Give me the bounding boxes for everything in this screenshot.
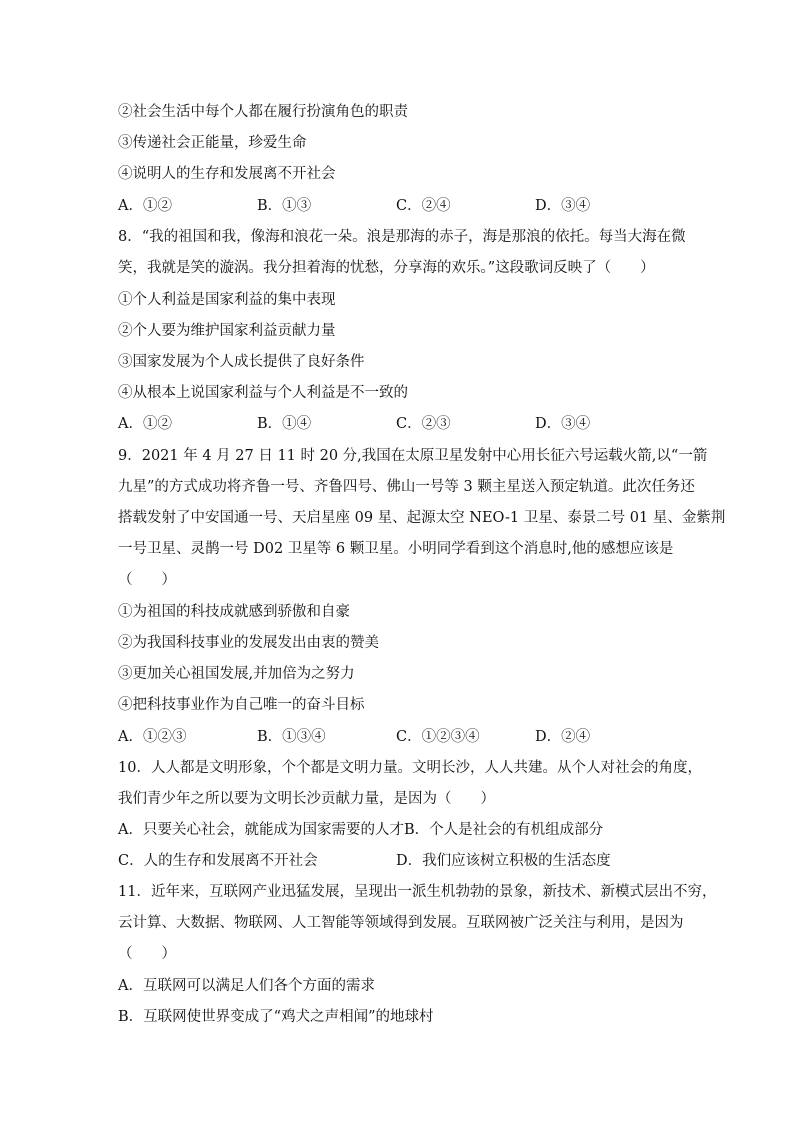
q10-option-c: C．人的生存和发展离不开社会 <box>118 853 318 869</box>
q9-statement-1: ①为祖国的科技成就感到骄傲和自豪 <box>118 604 350 620</box>
q9-stem-line: 九星”的方式成功将齐鲁一号、齐鲁四号、佛山一号等 3 颗主星送入预定轨道。此次任务还 <box>118 479 695 495</box>
q8-option-b: B．①④ <box>257 416 312 432</box>
q7-option-b: B．①③ <box>257 198 312 214</box>
q8-option-d: D．③④ <box>535 416 591 432</box>
q7-statement-4: ④说明人的生存和发展离不开社会 <box>118 166 336 182</box>
q7-option-d: D．③④ <box>535 198 591 214</box>
q10-option-a-b: A．只要关心社会，就能成为国家需要的人才B．个人是社会的有机组成部分 <box>118 822 604 838</box>
q9-stem-line: 一号卫星、灵鹊一号 D02 卫星等 6 颗卫星。小明同学看到这个消息时,他的感想应该是 <box>118 541 674 557</box>
q7-option-c: C．②④ <box>396 198 451 214</box>
q11-option-a: A．互联网可以满足人们各个方面的需求 <box>118 978 375 994</box>
q9-statement-4: ④把科技事业作为自己唯一的奋斗目标 <box>118 697 365 713</box>
q9-option-a: A．①②③ <box>118 729 187 745</box>
q10-stem-line: 10．人人都是文明形象，个个都是文明力量。文明长沙，人人共建。从个人对社会的角度， <box>118 760 702 776</box>
q7-statement-3: ③传递社会正能量，珍爱生命 <box>118 135 307 151</box>
q9-stem-line: 搭载发射了中安国通一号、天启星座 09 星、起源太空 NEO-1 卫星、泰景二号 01 星、金紫荆 <box>118 510 726 526</box>
q9-statement-2: ②为我国科技事业的发展发出由衷的赞美 <box>118 635 379 651</box>
q9-stem-line: （ ） <box>118 572 176 588</box>
q11-option-b: B．互联网使世界变成了“鸡犬之声相闻”的地球村 <box>118 1009 434 1025</box>
q11-stem-line: （ ） <box>118 946 176 962</box>
q7-statement-2: ②社会生活中每个人都在履行扮演角色的职责 <box>118 104 408 120</box>
q11-stem-line: 11．近年来，互联网产业迅猛发展，呈现出一派生机勃勃的景象，新技术、新模式层出不穷， <box>118 884 717 900</box>
q7-option-a: A．①② <box>118 198 172 214</box>
q10-stem-line: 我们青少年之所以要为文明长沙贡献力量，是因为（ ） <box>118 791 495 807</box>
q11-stem-line: 云计算、大数据、物联网、人工智能等领域得到发展。互联网被广泛关注与利用，是因为 <box>118 915 684 931</box>
q8-statement-3: ③国家发展为个人成长提供了良好条件 <box>118 354 365 370</box>
q9-option-b: B．①③④ <box>257 729 326 745</box>
q8-option-c: C．②③ <box>396 416 451 432</box>
q8-stem-line: 8．“我的祖国和我，像海和浪花一朵。浪是那海的赤子，海是那浪的依托。每当大海在微 <box>118 229 686 245</box>
q8-statement-4: ④从根本上说国家利益与个人利益是不一致的 <box>118 385 408 401</box>
q9-option-d: D．②④ <box>535 729 591 745</box>
q8-statement-1: ①个人利益是国家利益的集中表现 <box>118 292 336 308</box>
q9-statement-3: ③更加关心祖国发展,并加倍为之努力 <box>118 666 355 682</box>
q9-stem-line: 9．2021 年 4 月 27 日 11 时 20 分,我国在太原卫星发射中心用长征六号运载火箭,以“一箭 <box>118 448 708 464</box>
q10-option-d: D．我们应该树立积极的生活态度 <box>396 853 611 869</box>
q8-statement-2: ②个人要为维护国家利益贡献力量 <box>118 323 336 339</box>
q8-option-a: A．①② <box>118 416 172 432</box>
q9-option-c: C．①②③④ <box>396 729 480 745</box>
q8-stem-line: 笑，我就是笑的漩涡。我分担着海的忧愁，分享海的欢乐。”这段歌词反映了（ ） <box>118 260 655 276</box>
